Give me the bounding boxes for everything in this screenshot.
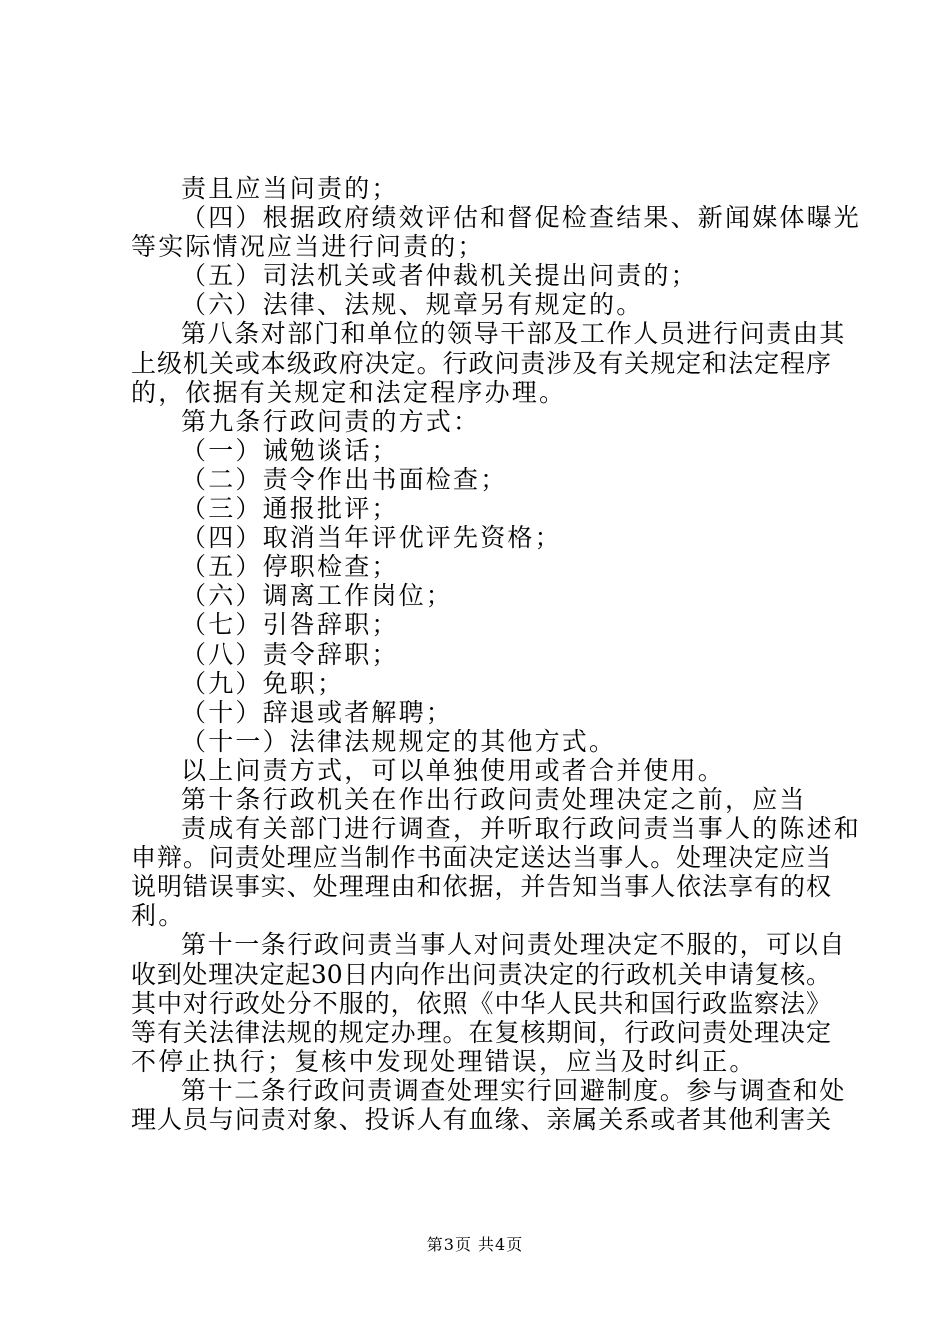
- text-line: 等实际情况应当进行问责的；: [131, 232, 485, 262]
- text-line: 第九条行政问责的方式：: [181, 406, 481, 436]
- text-line: 责且应当问责的；: [181, 174, 399, 203]
- page-footer: [0, 1235, 950, 1255]
- text-line: （八）责令辞职；: [181, 639, 399, 669]
- text-line: （十一）法律法规规定的其他方式。: [181, 726, 617, 756]
- text-line: （四）根据政府绩效评估和督促检查结果、新闻媒体曝光: [181, 203, 862, 233]
- text-line: 责成有关部门进行调查，并听取行政问责当事人的陈述和: [181, 814, 862, 844]
- text-line: 利。: [131, 901, 186, 931]
- text-line: （三）通报批评；: [181, 494, 399, 524]
- text-line: （五）停职检查；: [181, 552, 399, 582]
- text-line: 的，依据有关规定和法定程序办理。: [131, 377, 567, 407]
- text-line: 申辩。问责处理应当制作书面决定送达当事人。处理决定应当: [131, 843, 831, 873]
- text-line: （六）调离工作岗位；: [181, 581, 454, 611]
- text-line: 其中对行政处分不服的，依照《中华人民共和国行政监察法》: [131, 988, 831, 1018]
- document-body: [131, 174, 862, 1134]
- page-number-label: 第3页 共4页: [426, 1235, 524, 1254]
- text-line: 不停止执行；复核中发现处理错误，应当及时纠正。: [131, 1046, 757, 1076]
- text-line: 说明错误事实、处理理由和依据，并告知当事人依法享有的权: [131, 872, 831, 902]
- text-line: （九）免职；: [181, 668, 345, 698]
- text-line: （一）诫勉谈话；: [181, 435, 399, 465]
- text-line: （六）法律、法规、规章另有规定的。: [181, 290, 644, 320]
- text-line: 第十一条行政问责当事人对问责处理决定不服的，可以自: [181, 930, 847, 960]
- text-line: 第十条行政机关在作出行政问责处理决定之前，应当: [181, 784, 807, 814]
- text-line: 理人员与问责对象、投诉人有血缘、亲属关系或者其他利害关: [131, 1105, 831, 1134]
- text-line: 等有关法律法规的规定办理。在复核期间，行政问责处理决定: [131, 1017, 831, 1047]
- text-line: （十）辞退或者解聘；: [181, 697, 454, 727]
- text-line: 第十二条行政问责调查处理实行回避制度。参与调查和处: [181, 1075, 847, 1105]
- text-line: 第八条对部门和单位的领导干部及工作人员进行问责由其: [181, 319, 847, 349]
- text-line: 以上问责方式，可以单独使用或者合并使用。: [181, 755, 726, 785]
- text-line: （二）责令作出书面检查；: [181, 464, 508, 494]
- text-line: 上级机关或本级政府决定。行政问责涉及有关规定和法定程序: [131, 348, 831, 378]
- text-line: （七）引咎辞职；: [181, 610, 399, 640]
- text-line: 收到处理决定起30日内向作出问责决定的行政机关申请复核。: [131, 959, 831, 989]
- text-line: （四）取消当年评优评先资格；: [181, 523, 562, 553]
- text-line: （五）司法机关或者仲裁机关提出问责的；: [181, 261, 698, 291]
